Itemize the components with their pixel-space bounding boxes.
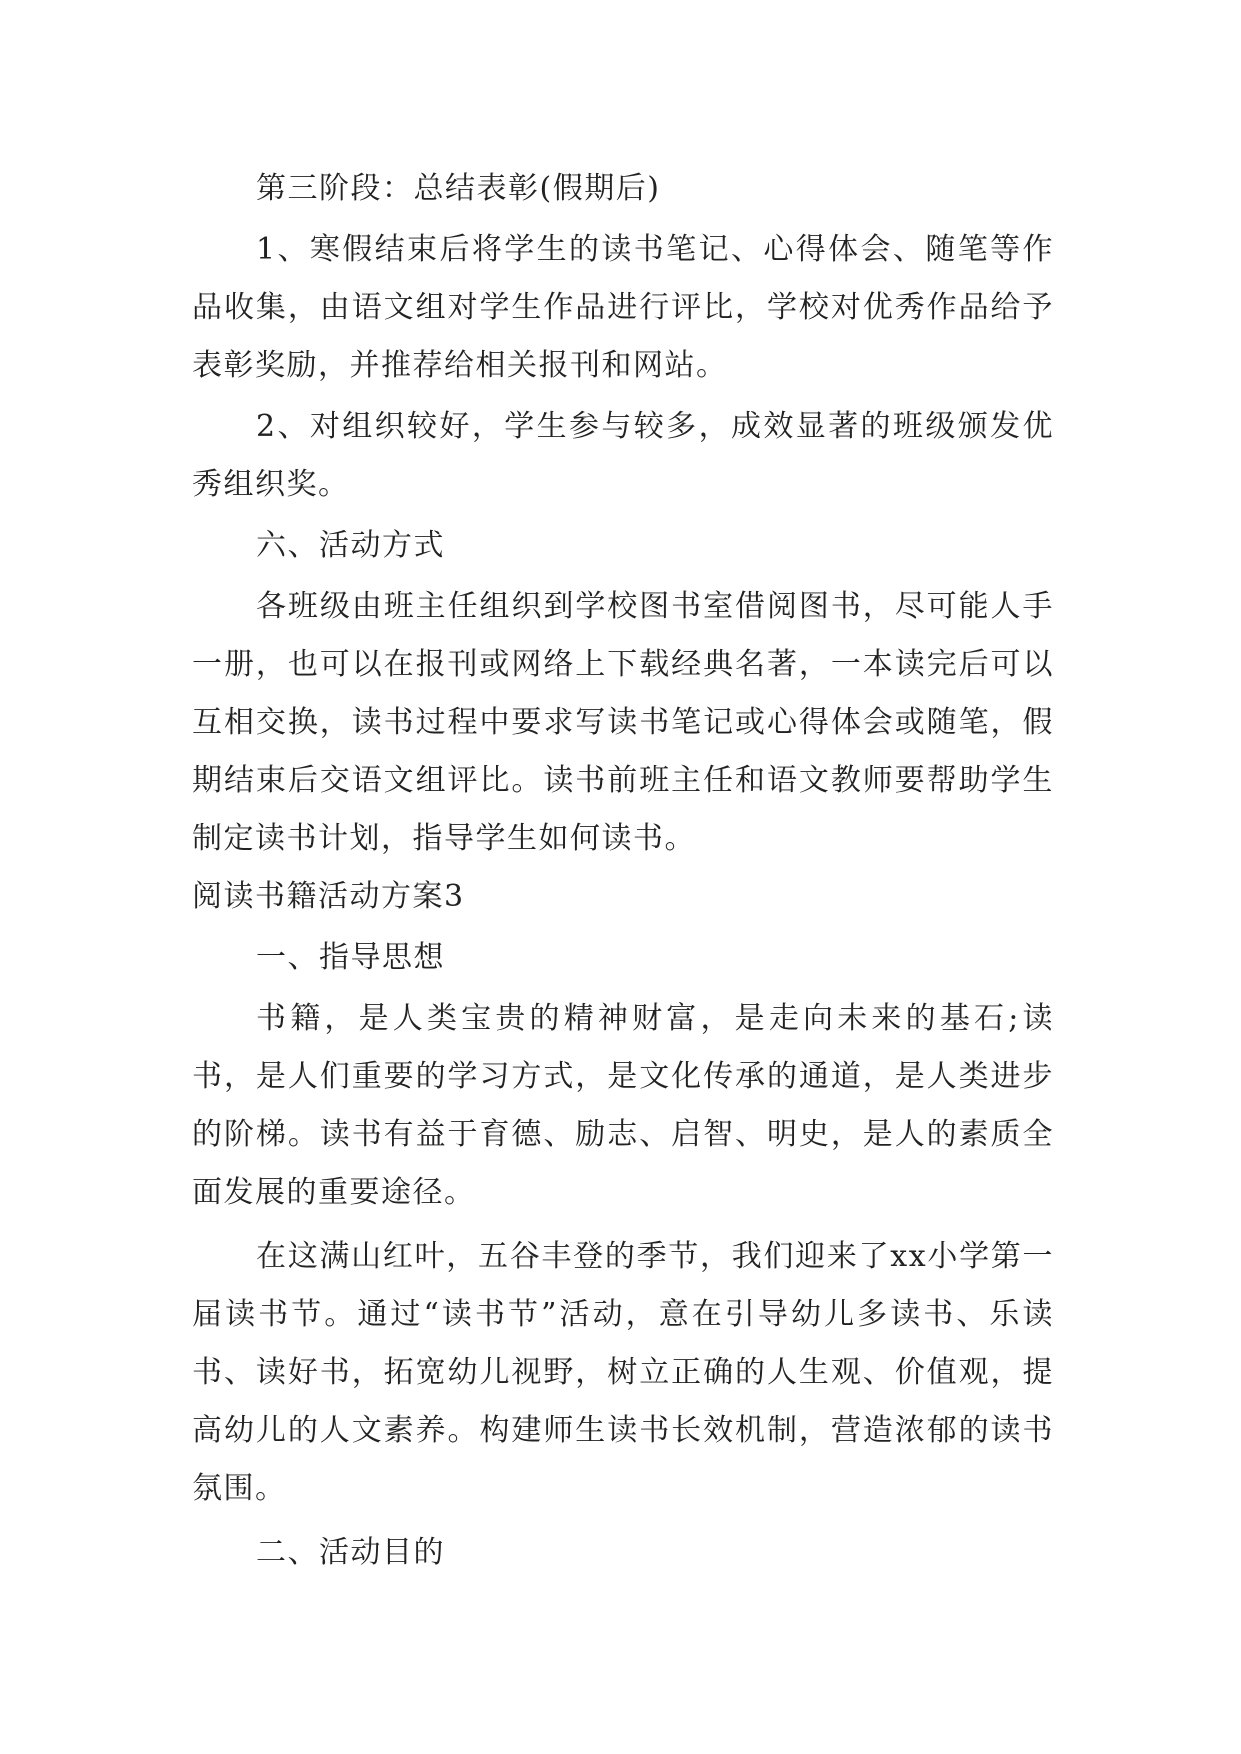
section-heading-activity-purpose: 二、活动目的 (256, 1535, 445, 1570)
section-heading-activity-method: 六、活动方式 (256, 528, 445, 563)
plan-title: 阅读书籍活动方案3 (192, 879, 465, 914)
paragraph-reading-festival: 在这满山红叶，五谷丰登的季节，我们迎来了xx小学第一届读书节。通过“读书节”活动，意在引导幼儿多读书、乐读书、读好书，拓宽幼儿视野，树立正确的人生观、价值观，提高幼儿的人文素养。构建师生读书长效机制，营造浓郁的读书氛围。 (192, 1239, 1054, 1506)
document-body (192, 160, 1054, 1582)
paragraph-item-2: 2、对组织较好，学生参与较多，成效显著的班级颁发优秀组织奖。 (192, 409, 1054, 502)
paragraph-guiding-thought: 书籍，是人类宝贵的精神财富，是走向未来的基石;读书，是人们重要的学习方式，是文化传承的通道，是人类进步的阶梯。读书有益于育德、励志、启智、明史，是人的素质全面发展的重要途径。 (192, 1001, 1054, 1210)
stage-three-heading: 第三阶段：总结表彰(假期后) (256, 171, 661, 206)
paragraph-activity-method: 各班级由班主任组织到学校图书室借阅图书，尽可能人手一册，也可以在报刊或网络上下载经典名著，一本读完后可以互相交换，读书过程中要求写读书笔记或心得体会或随笔，假期结束后交语文组评比。读书前班主任和语文教师要帮助学生制定读书计划，指导学生如何读书。 (192, 589, 1054, 856)
section-heading-guiding-thought: 一、指导思想 (256, 940, 445, 975)
paragraph-item-1: 1、寒假结束后将学生的读书笔记、心得体会、随笔等作品收集，由语文组对学生作品进行评比，学校对优秀作品给予表彰奖励，并推荐给相关报刊和网站。 (192, 232, 1054, 383)
